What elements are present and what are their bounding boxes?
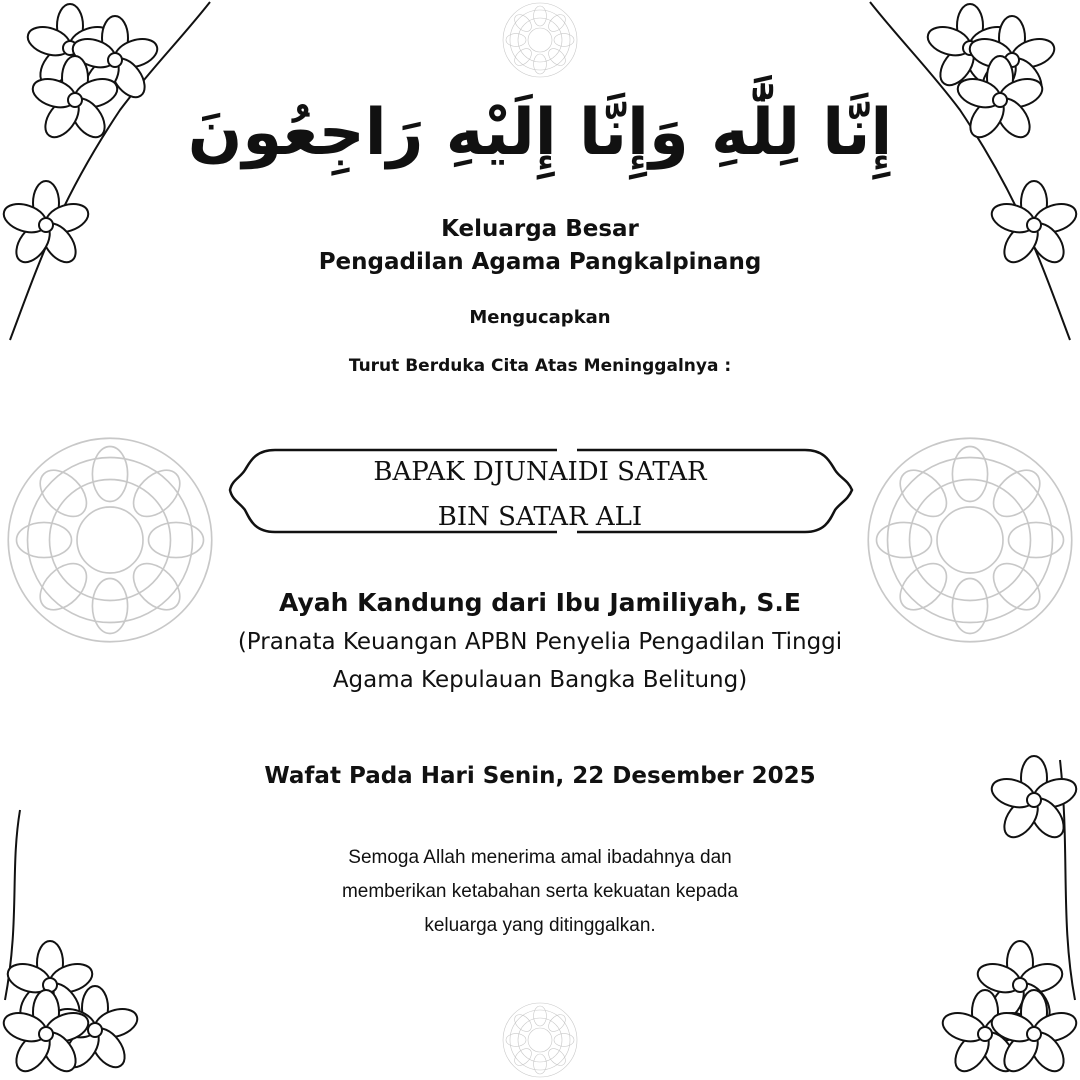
intro-text: Mengucapkan	[469, 307, 611, 328]
relation-title: Ayah Kandung dari Ibu Jamiliyah, S.E	[279, 588, 801, 617]
deceased-name-line1: BAPAK DJUNAIDI SATAR	[373, 457, 707, 487]
mandala-bottom	[503, 1003, 577, 1077]
relation-line1: (Pranata Keuangan APBN Penyelia Pengadilan Tinggi	[237, 629, 843, 655]
death-date: Wafat Pada Hari Senin, 22 Desember 2025	[264, 763, 816, 789]
condolence-text: Turut Berduka Cita Atas Meninggalnya :	[348, 356, 732, 376]
mandala-top	[503, 3, 577, 77]
relation-line2: Agama Kepulauan Bangka Belitung)	[332, 667, 748, 693]
arabic-calligraphy: إِنَّا لِلَّٰهِ وَإِنَّا إِلَيْهِ رَاجِعُونَ	[187, 96, 893, 170]
prayer-line3: keluarga yang ditinggalkan.	[424, 915, 656, 936]
prayer-line2: memberikan ketabahan serta kekuatan kepada	[341, 881, 739, 902]
deceased-name-line2: BIN SATAR ALI	[437, 502, 643, 532]
flower-cluster-bottom-left	[0, 941, 141, 1077]
header-line2: Pengadilan Agama Pangkalpinang	[318, 249, 762, 275]
prayer-line1: Semoga Allah menerima amal ibadahnya dan	[348, 847, 732, 868]
header-line1: Keluarga Besar	[441, 216, 639, 242]
